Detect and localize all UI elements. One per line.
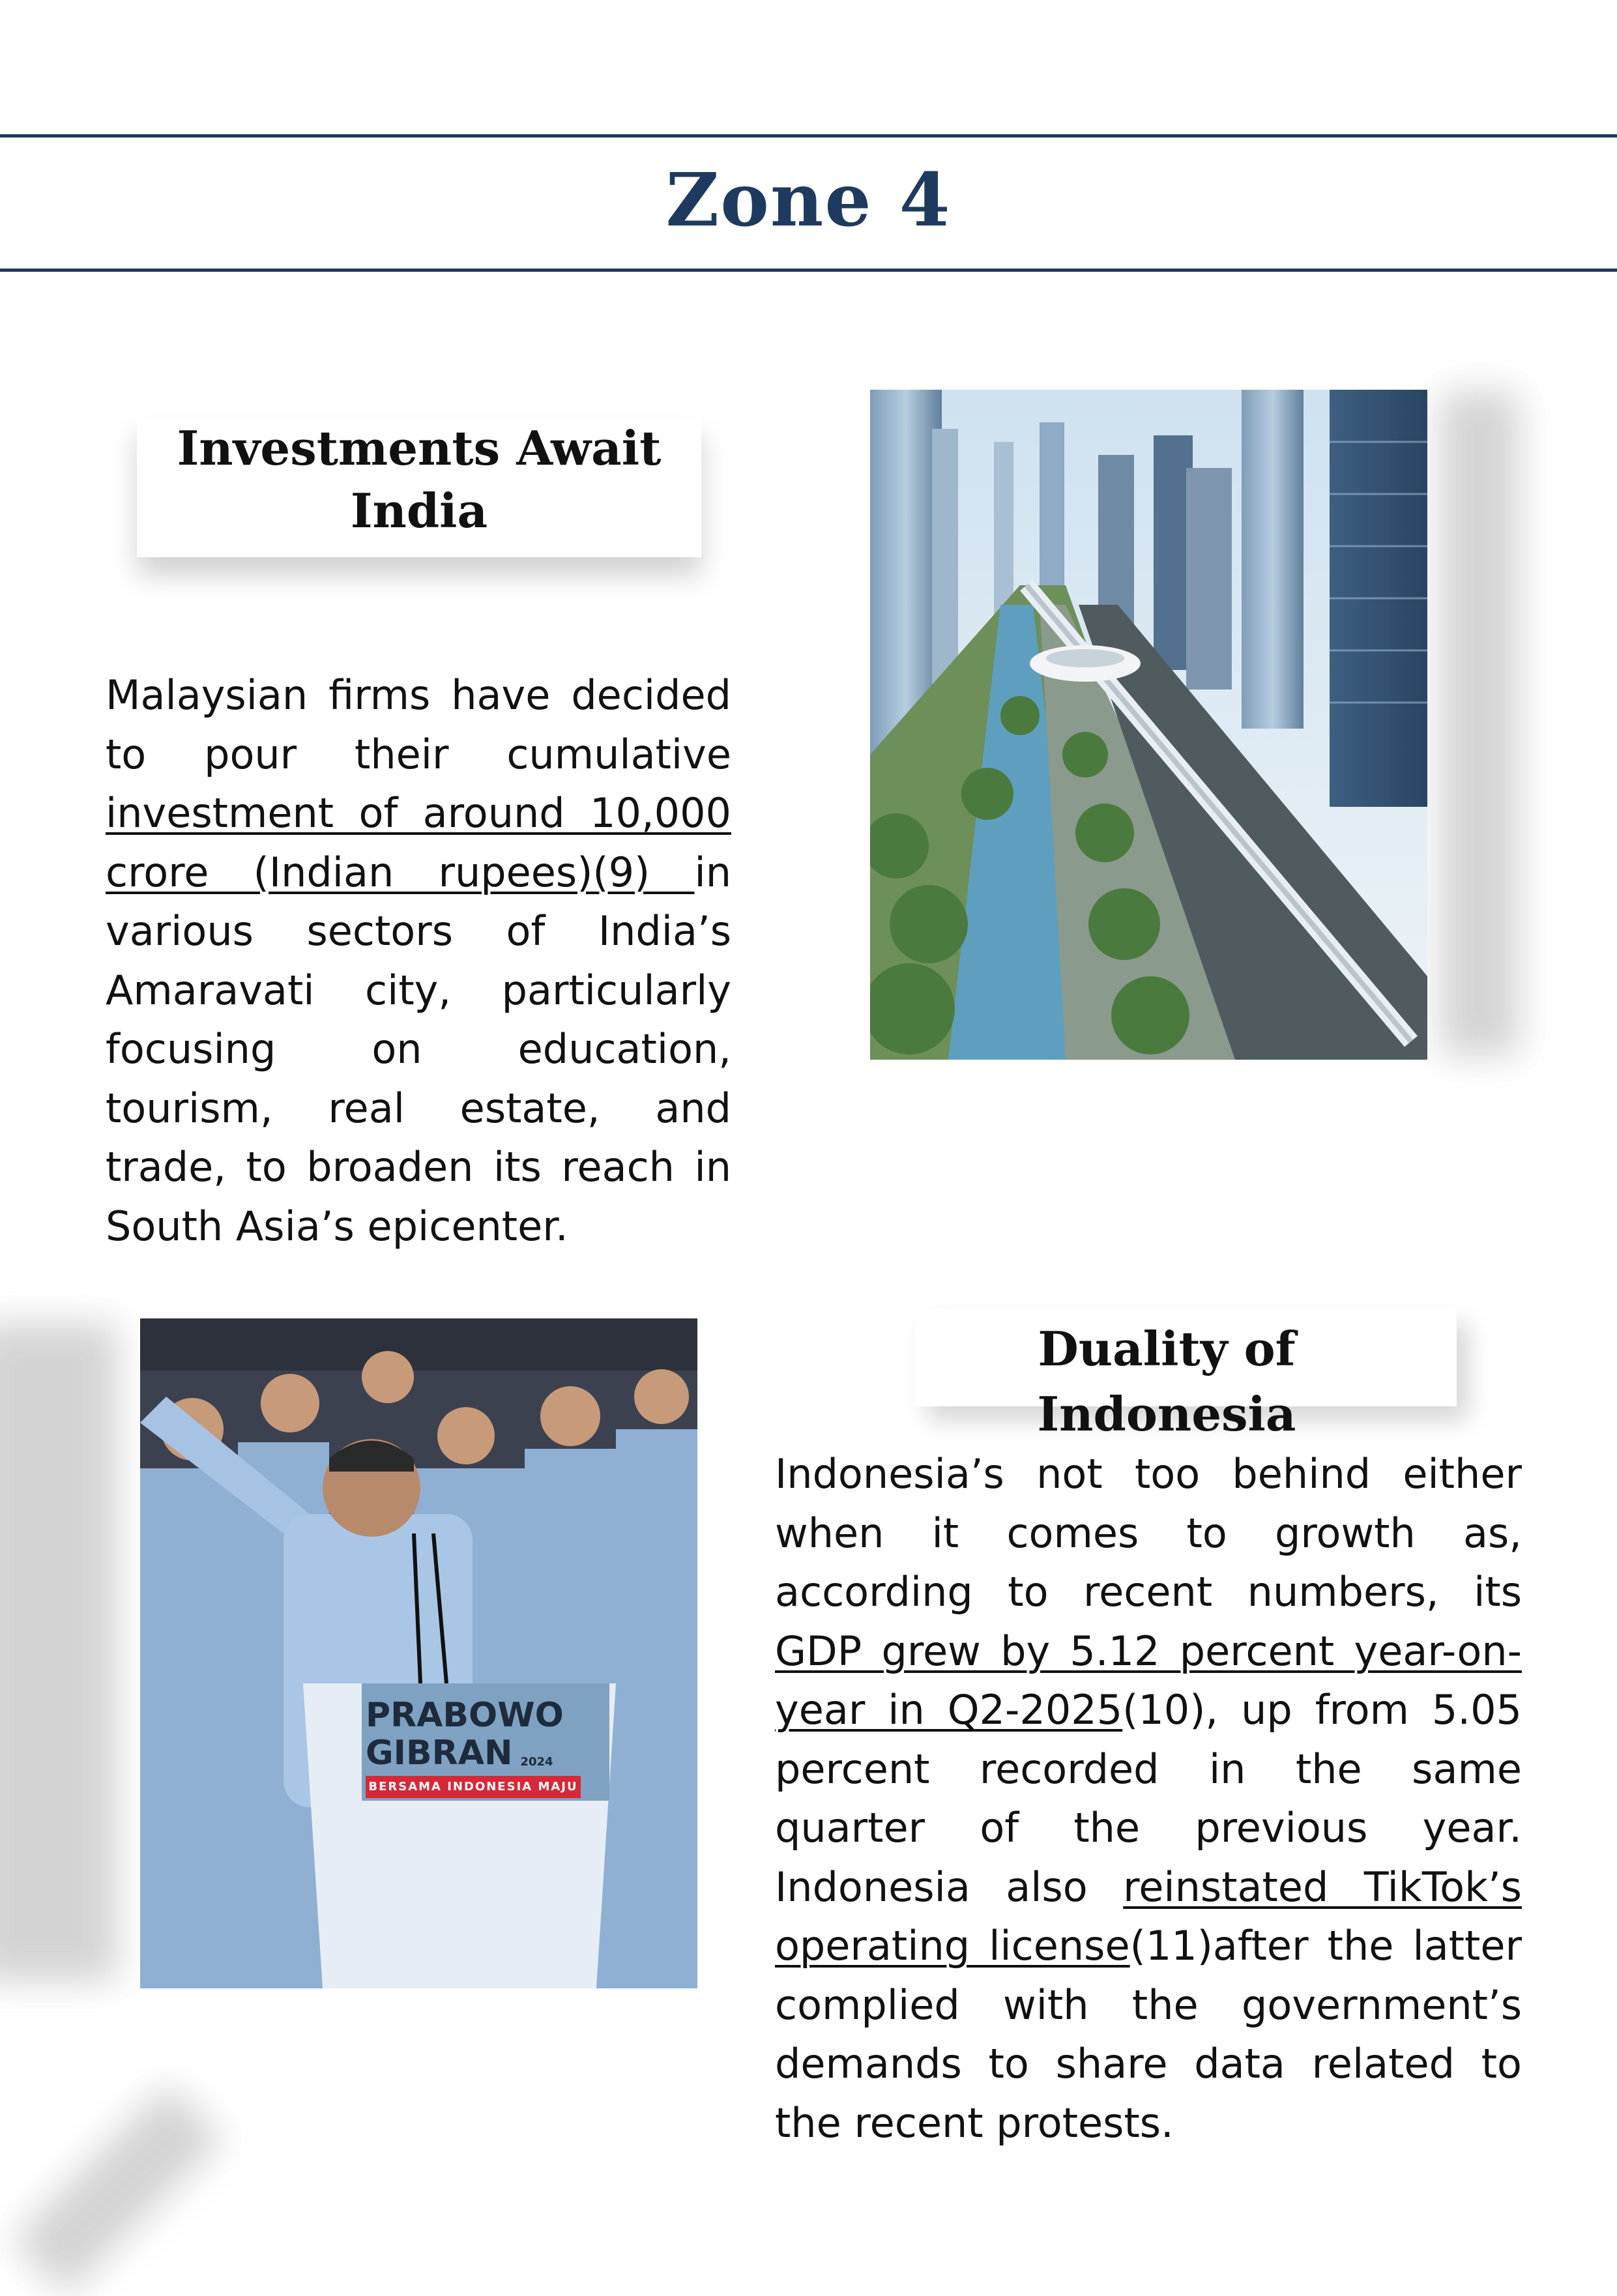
page-title: Zone 4 xyxy=(665,158,952,243)
city-skyline-illustration xyxy=(870,390,1427,1060)
podium-line-1: PRABOWO xyxy=(366,1696,564,1735)
podium-line-2-row xyxy=(366,1734,600,1772)
photo-shadow xyxy=(0,1323,117,1981)
podium-banner: BERSAMA INDONESIA MAJU xyxy=(366,1776,581,1798)
bottom-rule xyxy=(0,269,1617,272)
heading-line-1: Investments Await xyxy=(177,420,662,476)
tiktok-license-link[interactable]: reinstated TikTok’s operating license xyxy=(775,1863,1522,1969)
section-heading-investments xyxy=(137,417,701,542)
podium-year: 2024 xyxy=(520,1755,553,1769)
top-rule xyxy=(0,134,1617,138)
podium-sign xyxy=(366,1696,600,1798)
paragraph-text: Indonesia’s not too behind either when it comes to growth as, according to recent numbers, its xyxy=(775,1450,1522,1616)
rally-illustration xyxy=(140,1318,697,1988)
paragraph-text: (11)after the latter complied with the government’s demands to share data related to the recent protests. xyxy=(775,1922,1522,2147)
indonesia-paragraph xyxy=(775,1445,1522,2153)
investments-paragraph xyxy=(106,666,731,1256)
photo-shadow xyxy=(1440,391,1519,1056)
investment-source-link[interactable]: investment of around 10,000 crore (Indian rupees)(9) xyxy=(106,789,731,896)
gdp-source-link[interactable]: GDP grew by 5.12 percent year-on-year in Q2-2025 xyxy=(775,1627,1522,1734)
prabowo-speech-image xyxy=(140,1318,697,1988)
paragraph-text: (10), up from 5.05 percent recorded in the same quarter of the previous year. Indonesia also xyxy=(775,1686,1522,1911)
paragraph-text: in various sectors of India’s Amaravati city, particularly focusing on education, tourism, real estate, and trade, to broaden its reach in South Asia’s epicenter. xyxy=(106,848,731,1250)
photo-shadow xyxy=(11,2084,223,2295)
section-heading-duality: Duality of Indonesia xyxy=(1037,1321,1296,1442)
paragraph-text: Malaysian firms have decided to pour their cumulative xyxy=(106,671,731,778)
heading-line-2: India xyxy=(350,483,488,538)
podium-line-2: GIBRAN xyxy=(366,1734,513,1773)
amaravati-city-image xyxy=(870,390,1427,1060)
